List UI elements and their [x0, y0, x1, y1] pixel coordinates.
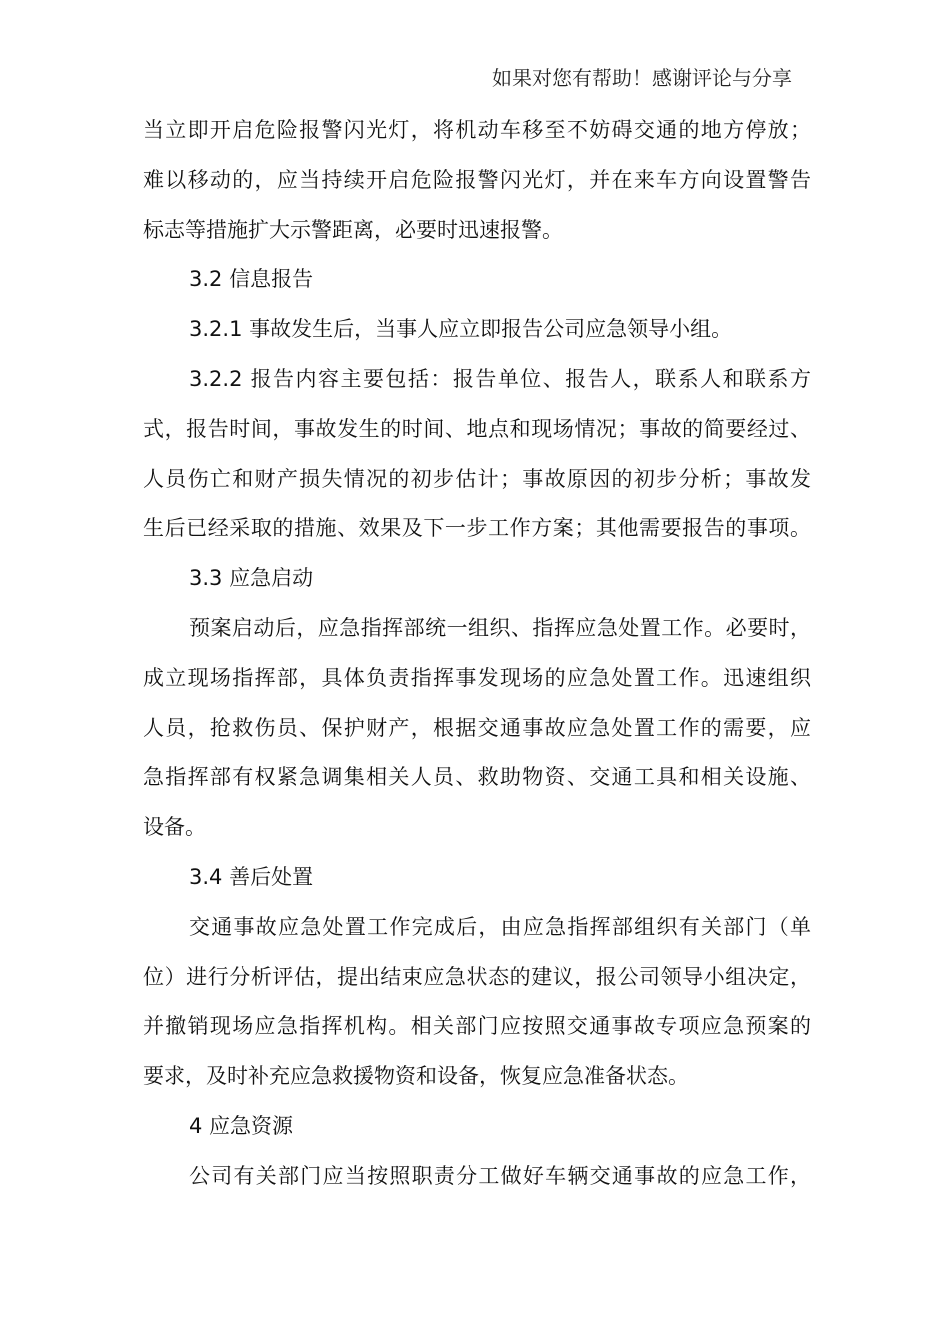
document-body	[143, 106, 811, 1202]
section-heading: 3.2 信息报告	[189, 267, 314, 292]
text-line: 生后已经采取的措施、效果及下一步工作方案；其他需要报告的事项。	[143, 516, 811, 541]
text-line: 人员伤亡和财产损失情况的初步估计；事故原因的初步分析；事故发	[143, 466, 811, 491]
text-line: 成立现场指挥部，具体负责指挥事发现场的应急处置工作。迅速组织	[143, 665, 811, 690]
text-line: 设备。	[143, 815, 206, 840]
text-line: 交通事故应急处置工作完成后，由应急指挥部组织有关部门（单	[189, 914, 811, 939]
text-line: 人员，抢救伤员、保护财产，根据交通事故应急处置工作的需要，应	[143, 715, 811, 740]
text-line: 并撤销现场应急指挥机构。相关部门应按照交通事故专项应急预案的	[143, 1014, 811, 1039]
text-line: 急指挥部有权紧急调集相关人员、救助物资、交通工具和相关设施、	[143, 765, 811, 790]
text-line: 标志等措施扩大示警距离，必要时迅速报警。	[143, 217, 563, 242]
page-header-note: 如果对您有帮助！感谢评论与分享	[492, 66, 792, 90]
text-line: 预案启动后，应急指挥部统一组织、指挥应急处置工作。必要时，	[189, 615, 811, 640]
text-line: 式，报告时间，事故发生的时间、地点和现场情况；事故的简要经过、	[143, 416, 811, 441]
text-line: 难以移动的，应当持续开启危险报警闪光灯，并在来车方向设置警告	[143, 167, 811, 192]
section-heading: 3.3 应急启动	[189, 566, 314, 591]
section-heading: 4 应急资源	[189, 1113, 294, 1138]
text-line: 公司有关部门应当按照职责分工做好车辆交通事故的应急工作，	[189, 1163, 811, 1188]
text-line: 3.2.2 报告内容主要包括：报告单位、报告人，联系人和联系方	[189, 366, 811, 391]
text-line: 位）进行分析评估，提出结束应急状态的建议，报公司领导小组决定，	[143, 964, 811, 989]
section-heading: 3.4 善后处置	[189, 864, 314, 889]
text-line: 当立即开启危险报警闪光灯，将机动车移至不妨碍交通的地方停放；	[143, 118, 811, 142]
text-line: 要求，及时补充应急救援物资和设备，恢复应急准备状态。	[143, 1064, 689, 1089]
text-line: 3.2.1 事故发生后，当事人应立即报告公司应急领导小组。	[189, 317, 733, 342]
